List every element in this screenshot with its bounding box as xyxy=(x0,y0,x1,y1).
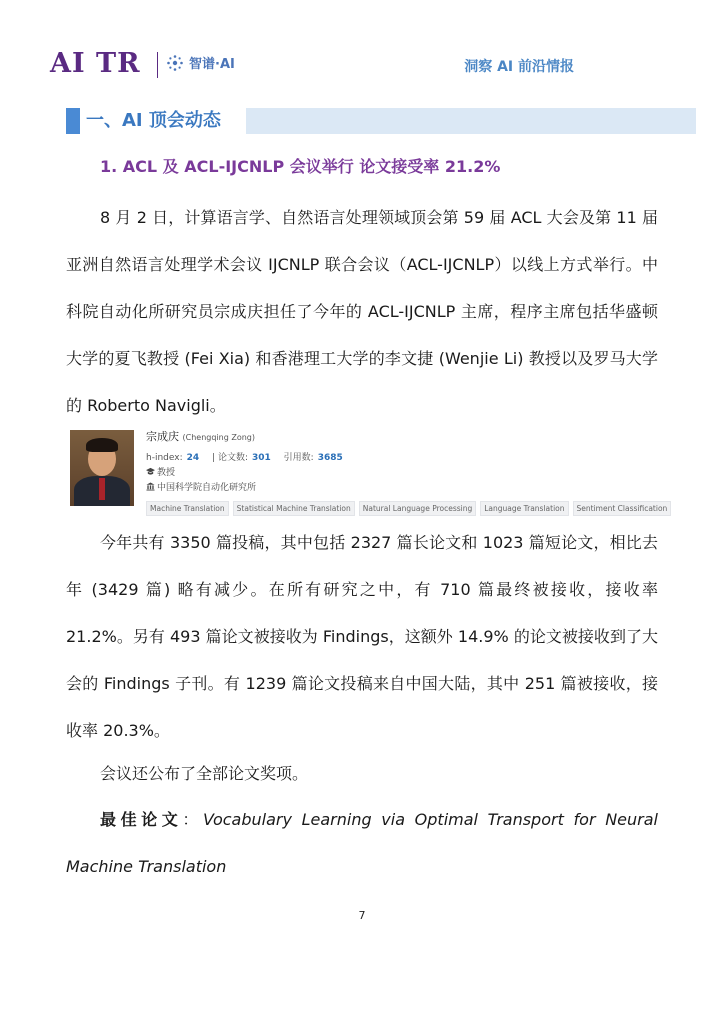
subsection-title: 1. ACL 及 ACL-IJCNLP 会议举行 论文接受率 21.2% xyxy=(100,157,501,176)
research-tag[interactable]: Sentiment Classification xyxy=(573,501,672,516)
section-title: 一、AI 顶会动态 xyxy=(86,110,221,131)
paragraph-statistics: 今年共有 3350 篇投稿，其中包括 2327 篇长论文和 1023 篇短论文，相比去年 (3429 篇) 略有减少。在所有研究之中，有 710 篇最终被接收，接收率 21.2%。另有 493 篇论文被接收为 Findings，这额外 14.9% 的论文被接收到了大会的 Findings 子刊。有 1239 篇论文投稿来自中国大陆，其中 251 篇被接收，接收率 20.3%。 xyxy=(66,533,658,740)
paragraph-best-paper xyxy=(66,796,658,890)
profile-name-cn: 宗成庆 xyxy=(146,430,179,443)
zhipu-logo-text: 智谱·AI xyxy=(189,57,235,72)
aitr-logo: AI TR xyxy=(50,48,141,79)
logo-divider xyxy=(157,52,158,78)
research-tags xyxy=(146,501,671,516)
profile-name-en: (Chengqing Zong) xyxy=(182,433,255,442)
h-index-label: h-index: xyxy=(146,453,183,463)
zhipu-logo-icon xyxy=(166,54,184,72)
best-paper-label: 最佳论文 xyxy=(100,810,183,829)
citations-label: 引用数: xyxy=(283,453,314,463)
metric-separator: | xyxy=(212,453,216,463)
scholar-profile-card xyxy=(70,428,668,518)
best-paper-colon: ： xyxy=(182,810,203,829)
profile-affiliation-row xyxy=(146,480,256,493)
paragraph-intro: 8 月 2 日，计算语言学、自然语言处理领域顶会第 59 届 ACL 大会及第 11 届亚洲自然语言处理学术会议 IJCNLP 联合会议（ACL-IJCNLP）以线上方式举行。中科院自动化所研究员宗成庆担任了今年的 ACL-IJCNLP 主席，程序主席包括华盛顿大学的夏飞教授 (Fei Xia) 和香港理工大学的李文捷 (Wenjie Li) 教授以及罗马大学的 Roberto Navigli。 xyxy=(66,208,658,415)
section-marker xyxy=(66,108,80,134)
profile-title: 教授 xyxy=(157,468,176,478)
research-tag[interactable]: Natural Language Processing xyxy=(359,501,477,516)
section-bar-background xyxy=(246,108,696,134)
page-header xyxy=(0,0,724,100)
research-tag[interactable]: Statistical Machine Translation xyxy=(233,501,355,516)
research-tag[interactable]: Machine Translation xyxy=(146,501,229,516)
papers-label: 论文数: xyxy=(217,453,248,463)
graduation-cap-icon xyxy=(146,467,155,476)
h-index-value: 24 xyxy=(186,453,200,463)
profile-name xyxy=(146,428,255,444)
profile-title-row xyxy=(146,465,175,478)
paragraph-awards-intro: 会议还公布了全部论文奖项。 xyxy=(100,764,309,783)
zhipu-logo xyxy=(166,53,235,72)
research-tag[interactable]: Language Translation xyxy=(480,501,568,516)
institution-icon xyxy=(146,482,155,491)
profile-photo xyxy=(70,430,134,506)
profile-affiliation: 中国科学院自动化研究所 xyxy=(157,483,257,493)
citations-value: 3685 xyxy=(317,453,343,463)
section-heading-bar xyxy=(66,108,696,134)
header-tagline: 洞察 AI 前沿情报 xyxy=(464,59,574,75)
page-number: 7 xyxy=(358,909,366,922)
best-paper-title: Vocabulary Learning via Optimal Transport for Neural Machine Translation xyxy=(66,810,658,876)
profile-metrics xyxy=(146,450,353,463)
papers-value: 301 xyxy=(251,453,271,463)
